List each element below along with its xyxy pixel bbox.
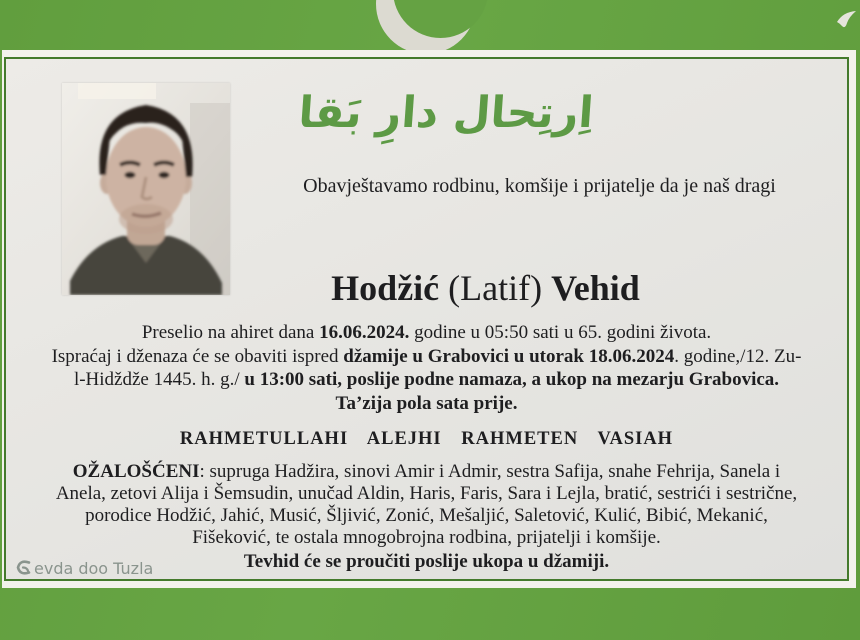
deceased-name bbox=[6, 265, 847, 311]
deceased-surname: Hodžić bbox=[331, 268, 440, 308]
deceased-portrait-photo bbox=[62, 83, 230, 295]
mourners-paragraph bbox=[6, 461, 847, 549]
prayer-line: RAHMETULLAHI ALEJHI RAHMETEN VASIAH bbox=[179, 429, 674, 449]
mourners-line-2: Anela, zetovi Alija i Šemsudin, unučad Aldin, Haris, Faris, Sara i Lejla, bratić, sestrići i sestrične, bbox=[55, 483, 798, 504]
announcement-line: Obavještavamo rodbinu, komšije i prijatelje da je naš dragi bbox=[303, 175, 776, 197]
printer-credit bbox=[14, 557, 153, 579]
printer-name: evda doo Tuzla bbox=[34, 558, 154, 578]
funeral-details-paragraph bbox=[6, 321, 847, 415]
details-line-4: Ta’zija pola sata prije. bbox=[335, 392, 518, 414]
obituary-card bbox=[4, 57, 849, 581]
printer-logo-icon bbox=[14, 558, 32, 578]
arabic-calligraphy: اِرتِحال دارِ بَقا bbox=[296, 88, 596, 138]
details-line-2: Ispraćaj i dženaza će se obaviti ispred džamije u Grabovici u utorak 18.06.2024. godine,/12. Zu- bbox=[51, 345, 802, 367]
details-line-3: l-Hidždže 1445. h. g./ u 13:00 sati, poslije podne namaza, a ukop na mezarju Grabovica. bbox=[73, 369, 780, 390]
mourners-line-1: OŽALOŠĆENI: supruga Hadžira, sinovi Amir i Admir, sestra Safija, snahe Fehrija, Sanela i bbox=[72, 461, 781, 482]
mourners-line-3: porodice Hodžić, Jahić, Musić, Šljivić, Zonić, Mešaljić, Saletović, Kulić, Bibić, Mekanić, bbox=[85, 505, 768, 526]
white-speck-icon bbox=[835, 9, 857, 33]
mourners-label: OŽALOŠĆENI bbox=[72, 461, 200, 482]
deceased-given-name: Vehid bbox=[551, 268, 640, 308]
tevhid-line: Tevhid će se proučiti poslije ukopa u džamiji. bbox=[243, 551, 610, 572]
deceased-father-name: (Latif) bbox=[448, 268, 543, 308]
details-line-1: Preselio na ahiret dana 16.06.2024. godine u 05:50 sati u 65. godini života. bbox=[141, 322, 712, 343]
crescent-moon-icon bbox=[376, 0, 476, 54]
mourners-line-4: Fišeković, te ostala mnogobrojna rodbina, prijatelji i komšije. bbox=[192, 527, 661, 548]
